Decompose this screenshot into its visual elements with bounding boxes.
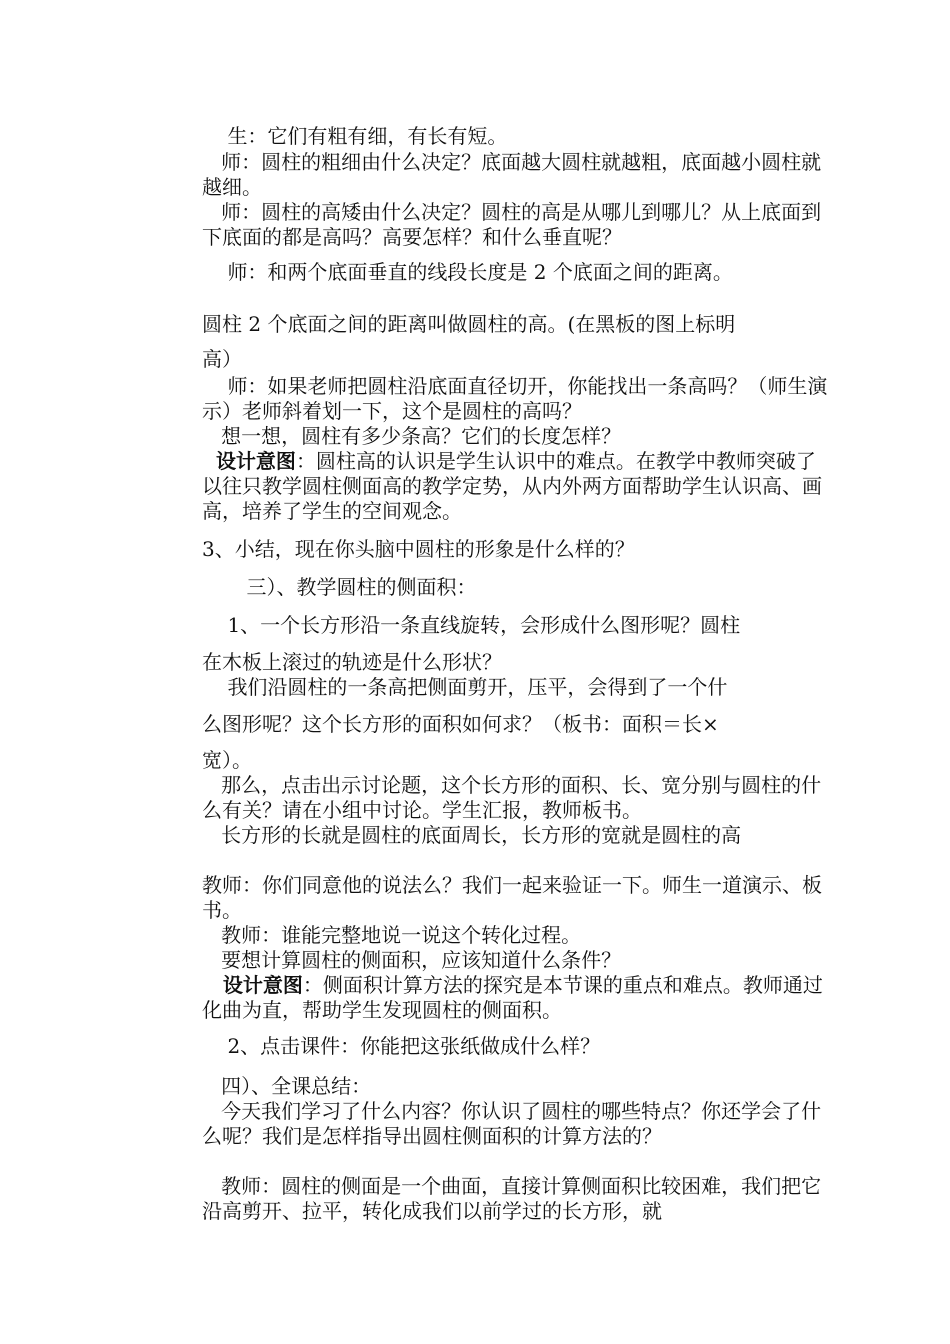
paragraph-17: 长方形的长就是圆柱的底面周长，长方形的宽就是圆柱的高 [202, 823, 742, 847]
paragraph-12: 在木板上滚过的轨迹是什么形状？ [202, 650, 502, 674]
design-intent-label: 设计意图 [202, 973, 303, 997]
paragraph-1: 生：它们有粗有细，有长有短。 [202, 124, 508, 148]
paragraph-8: 想一想，圆柱有多少条高？它们的长度怎样？ [202, 424, 622, 448]
design-intent-2: 设计意图：侧面积计算方法的探究是本节课的重点和难点。教师通过化曲为直，帮助学生发现圆柱的侧面积。 [202, 973, 823, 1022]
paragraph-25: 教师：圆柱的侧面是一个曲面，直接计算侧面积比较困难，我们把它沿高剪开、拉平，转化成我们以前学过的长方形，就 [202, 1174, 822, 1223]
paragraph-15: 宽）。 [202, 748, 252, 772]
paragraph-16: 那么，点击出示讨论题，这个长方形的面积、长、宽分别与圆柱的什么有关？请在小组中讨论。学生汇报，教师板书。 [202, 773, 822, 822]
paragraph-7: 师：如果老师把圆柱沿底面直径切开，你能找出一条高吗？（师生演示）老师斜着划一下，这个是圆柱的高吗？ [202, 374, 828, 423]
paragraph-summary: 3、小结，现在你头脑中圆柱的形象是什么样的？ [202, 537, 635, 561]
paragraph-18: 教师：你们同意他的说法么？我们一起来验证一下。师生一道演示、板书。 [202, 873, 822, 922]
design-intent-1: 设计意图：圆柱高的认识是学生认识中的难点。在教学中教师突破了以往只教学圆柱侧面高的教学定势，从内外两方面帮助学生认识高、画高，培养了学生的空间观念。 [202, 449, 822, 523]
paragraph-5: 圆柱 2 个底面之间的距离叫做圆柱的高。(在黑板的图上标明 [202, 312, 736, 336]
paragraph-19: 教师：谁能完整地说一说这个转化过程。 [202, 923, 582, 947]
paragraph-13: 我们沿圆柱的一条高把侧面剪开，压平，会得到了一个什 [202, 675, 728, 699]
design-intent-label: 设计意图 [202, 449, 296, 473]
paragraph-2: 师：圆柱的粗细由什么决定？底面越大圆柱就越粗，底面越小圆柱就越细。 [202, 150, 822, 199]
section-heading-4: 四）、全课总结： [202, 1074, 372, 1098]
paragraph-20: 要想计算圆柱的侧面积，应该知道什么条件？ [202, 948, 622, 972]
paragraph-24: 今天我们学习了什么内容？你认识了圆柱的哪些特点？你还学会了什么呢？我们是怎样指导出圆柱侧面积的计算方法的？ [202, 1099, 822, 1148]
paragraph-6: 高） [202, 347, 242, 371]
paragraph-14: 么图形呢？这个长方形的面积如何求？（板书：面积＝长× [202, 712, 719, 736]
section-heading-3: 三）、教学圆柱的侧面积： [202, 575, 477, 599]
paragraph-3: 师：圆柱的高矮由什么决定？圆柱的高是从哪儿到哪儿？从上底面到下底面的都是高吗？高要怎样？和什么垂直呢？ [202, 200, 822, 249]
paragraph-11: 1、一个长方形沿一条直线旋转，会形成什么图形呢？圆柱 [202, 613, 741, 637]
paragraph-4: 师：和两个底面垂直的线段长度是 2 个底面之间的距离。 [202, 260, 733, 284]
paragraph-22: 2、点击课件：你能把这张纸做成什么样？ [202, 1034, 601, 1058]
